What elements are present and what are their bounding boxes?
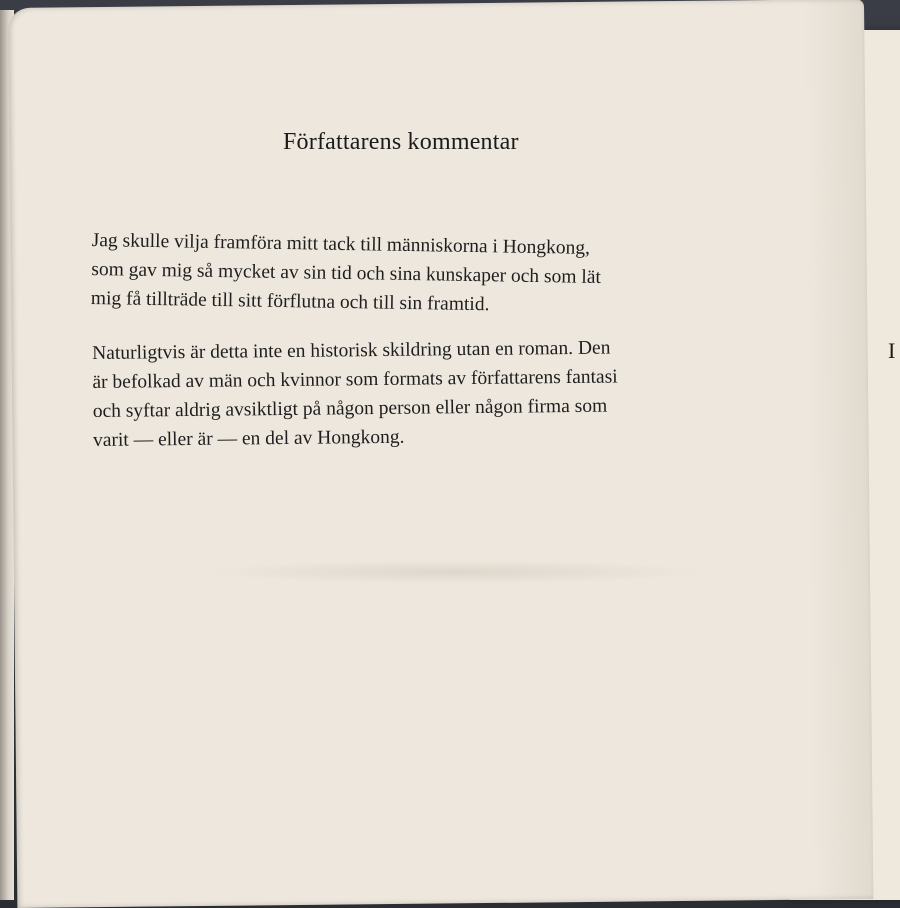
paragraph-disclaimer — [92, 332, 793, 455]
paragraph-acknowledgement — [91, 226, 792, 324]
text-line: Jag skulle vilja framföra mitt tack till människorna i Hongkong, — [91, 229, 591, 259]
text-line: är befolkad av män och kvinnor som formats av författarens fantasi — [92, 366, 618, 393]
facing-page-text: I — [888, 338, 896, 363]
text-line: och syftar aldrig avsiktligt på någon person eller någon firma som — [92, 395, 608, 422]
text-line: som gav mig så mycket av sin tid och sina kunskaper och som lät — [91, 258, 602, 288]
page-title: Författarens kommentar — [283, 129, 519, 155]
text-line: mig få tillträde till sitt förflutna och till sin framtid. — [90, 287, 490, 316]
text-line: varit — eller är — en del av Hongkong. — [92, 426, 405, 451]
text-line: Naturligtvis är detta inte en historisk skildring utan en roman. Den — [92, 337, 611, 364]
